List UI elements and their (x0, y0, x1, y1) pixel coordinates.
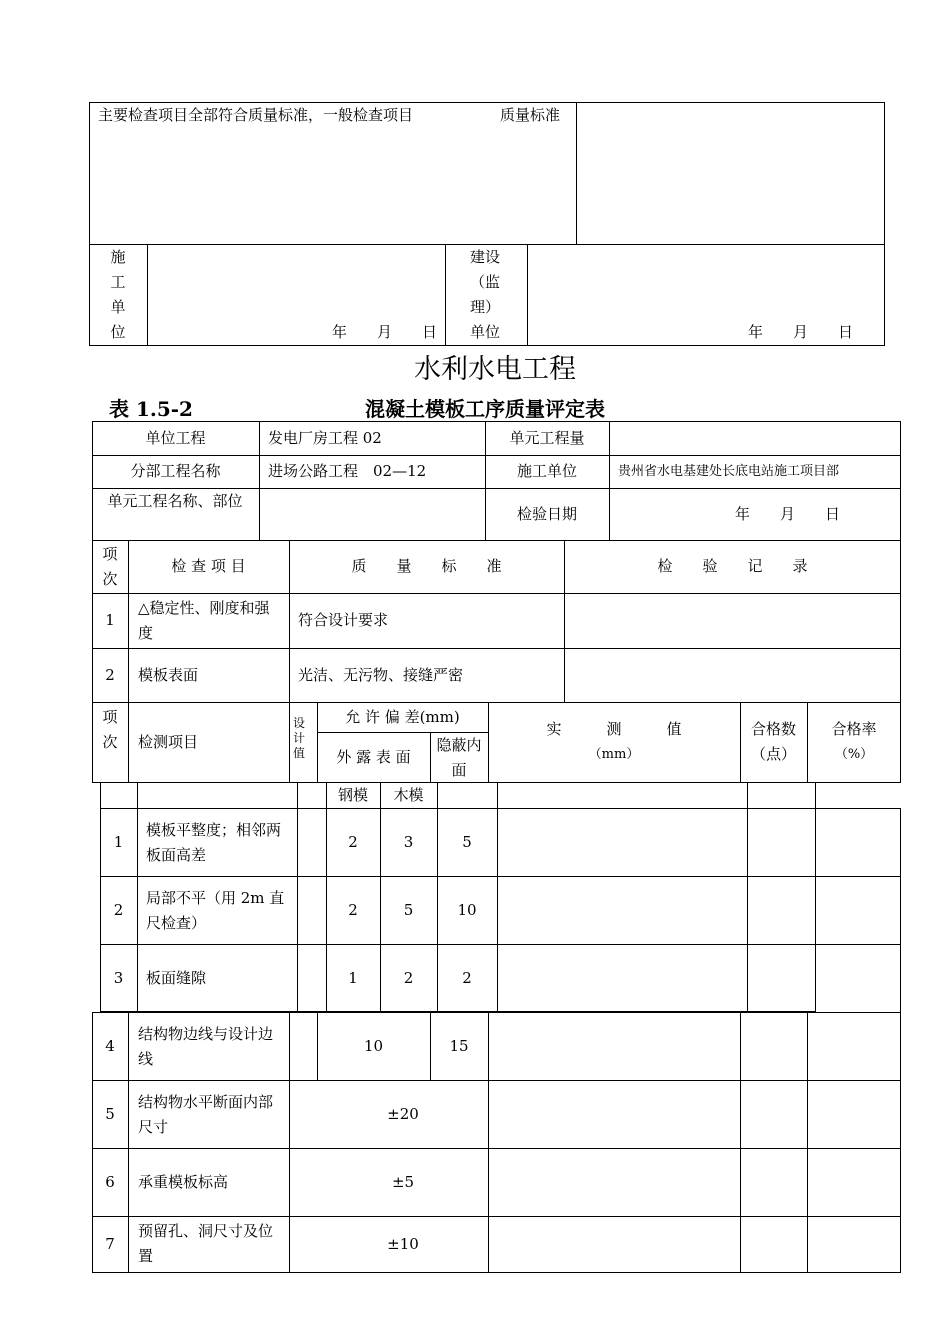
steel-value: 1 (348, 969, 358, 987)
main-title: 水利水电工程 (414, 354, 576, 385)
divider (430, 732, 431, 783)
steel-value: 2 (348, 901, 358, 919)
divider (128, 702, 129, 783)
divider (92, 1080, 901, 1081)
check-row-standard: 符合设计要求 (298, 611, 389, 629)
table-number: 表 1.5-2 (109, 397, 193, 421)
divider (100, 944, 816, 945)
divider (816, 944, 900, 945)
divider (740, 1012, 741, 1273)
divider (445, 244, 446, 346)
exposed-header: 外 露 表 面 (336, 748, 411, 766)
check-record-header: 检 验 记 录 (657, 557, 808, 575)
division-value: 进场公路工程 02—12 (268, 462, 427, 480)
hidden-value: 2 (462, 969, 472, 987)
hidden-value: 15 (449, 1037, 469, 1055)
division-label: 分部工程名称 (130, 462, 221, 480)
divider (297, 782, 298, 1012)
steel-value: 2 (348, 833, 358, 851)
pass-rate-unit: （%） (834, 747, 874, 762)
divider (92, 455, 901, 456)
pass-count-unit: （点） (750, 745, 796, 763)
design-value-header: 设计值 (292, 716, 305, 760)
allowance-value: ±5 (391, 1173, 415, 1191)
measure-row-no: 5 (105, 1105, 115, 1123)
allowance-header: 允 许 偏 差(mm) (345, 708, 460, 726)
unit-project-value: 发电厂房工程 02 (268, 429, 382, 447)
measured-unit: （mm） (588, 747, 640, 762)
measure-row-no: 3 (113, 969, 124, 987)
divider (609, 421, 610, 541)
inspection-date-label: 检验日期 (516, 505, 577, 523)
construction-unit-char: 施 (110, 248, 126, 266)
measure-row-item: 板面缝隙 (146, 969, 207, 987)
check-row-no: 2 (105, 666, 115, 684)
divider (92, 648, 901, 649)
hidden-value: 10 (457, 901, 477, 919)
divider (497, 782, 498, 1012)
divider (747, 782, 748, 1012)
contractor-value: 贵州省水电基建处长底电站施工项目部 (618, 464, 840, 479)
divider (128, 1012, 129, 1273)
hidden-header: 隐蔽内面 (436, 736, 482, 779)
owner-unit-line: 单位 (470, 323, 501, 341)
divider (92, 1148, 901, 1149)
measure-row-item: 结构物边线与设计边线 (138, 1025, 274, 1068)
divider (816, 808, 900, 809)
measure-row-no: 4 (105, 1037, 115, 1055)
construction-unit-char: 单 (110, 298, 126, 316)
measure-row-item: 预留孔、洞尺寸及位置 (138, 1222, 274, 1265)
unit-project-label: 单位工程 (145, 429, 206, 447)
measure-no-header: 项次 (102, 708, 118, 751)
check-row-item: 模板表面 (138, 666, 199, 684)
divider (289, 702, 290, 783)
wood-value: 2 (403, 969, 414, 987)
divider (527, 244, 528, 346)
allowance-value: ±20 (387, 1105, 419, 1123)
table-title: 混凝土模板工序质量评定表 (365, 397, 605, 421)
divider (259, 421, 260, 541)
divider (576, 102, 577, 244)
divider (100, 808, 816, 809)
check-item-header: 检 查 项 目 (171, 557, 246, 575)
allowance-value: ±10 (387, 1235, 419, 1253)
divider (807, 1012, 808, 1273)
divider (92, 1216, 901, 1217)
measure-row-no: 2 (113, 901, 124, 919)
owner-unit-line: 理） (470, 298, 501, 316)
divider (92, 593, 901, 594)
date-left: 年 月 日 (332, 323, 438, 341)
hidden-value: 5 (462, 833, 472, 851)
divider (100, 876, 816, 877)
measure-row-item: 模板平整度；相邻两板面高差 (146, 821, 282, 864)
contractor-label: 施工单位 (516, 462, 577, 480)
element-quantity-label: 单元工程量 (509, 429, 585, 447)
measure-row-item: 局部不平（用 2m 直尺检查） (146, 889, 285, 932)
measure-row-item: 承重模板标高 (138, 1173, 229, 1191)
check-row-item: △稳定性、刚度和强度 (138, 599, 270, 642)
wood-header: 木模 (393, 786, 424, 804)
wood-value: 5 (403, 901, 414, 919)
measure-row-no: 6 (105, 1173, 115, 1191)
construction-unit-char: 工 (110, 273, 126, 291)
quality-standard-text: 质量标准 (500, 106, 561, 124)
date-right: 年 月 日 (748, 323, 854, 341)
divider (816, 876, 900, 877)
measure-item-header: 检测项目 (138, 733, 199, 751)
check-no-header: 项次 (102, 545, 118, 588)
check-row-no: 1 (105, 611, 115, 629)
owner-unit-line: 建设 (470, 248, 501, 266)
measured-header: 实 测 值 (546, 720, 682, 738)
owner-unit-line: （监 (470, 273, 501, 291)
construction-unit-char: 位 (110, 323, 126, 341)
conclusion-text: 主要检查项目全部符合质量标准，一般检查项目 (98, 106, 414, 124)
divider (137, 782, 138, 1012)
check-standard-header: 质 量 标 准 (351, 557, 502, 575)
exposed-value: 10 (363, 1037, 384, 1055)
measure-row-item: 结构物水平断面内部尺寸 (138, 1093, 274, 1136)
inspection-date-value: 年 月 日 (735, 505, 841, 523)
steel-header: 钢模 (337, 786, 368, 804)
check-row-standard: 光洁、无污物、接缝严密 (298, 666, 464, 684)
element-name-label: 单元工程名称、部位 (107, 492, 243, 510)
pass-rate-header: 合格率 (831, 720, 877, 738)
divider (147, 244, 148, 346)
pass-count-header: 合格数 (750, 720, 796, 738)
measure-row-no: 7 (105, 1235, 115, 1253)
wood-value: 3 (403, 833, 414, 851)
measure-row-no: 1 (113, 833, 124, 851)
divider (900, 808, 901, 1012)
